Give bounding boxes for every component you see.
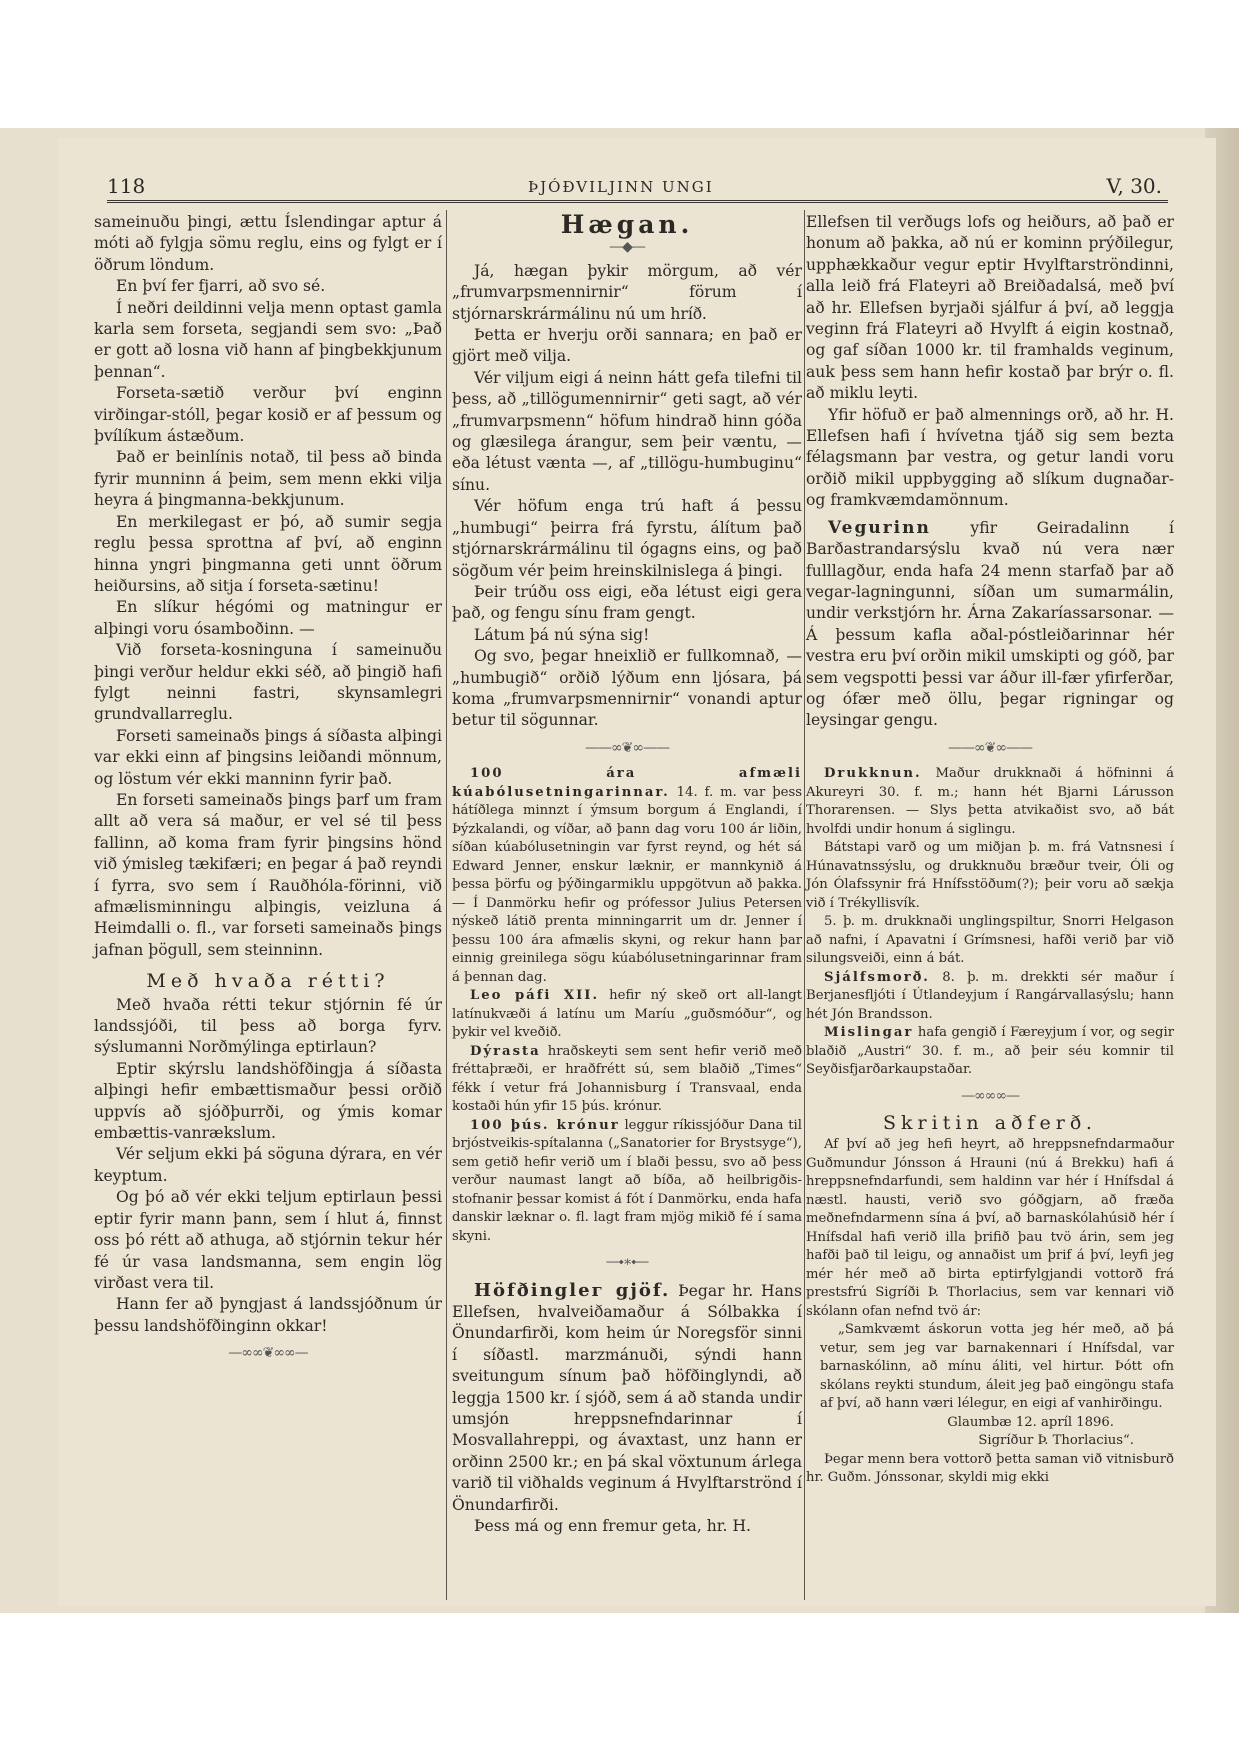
page-number: 118 [107,174,146,198]
column-rule [804,210,805,1600]
paragraph: En forseti sameinaðs þings þarf um fram allt að vera sá maður, er vel sé til þess fallinn, að koma fram fyrir þingsins hönd við ýmisleg tækifæri; en þegar á það reyndi í fyrra, svo sem í Rauðhóla-förinni, við afmælisminningu alþingis, veizluna á Heimdalli o. fl., var forseti sameinaðs þings jafnan þögull, sem steinninn. [94,790,442,959]
news-item [452,1043,802,1117]
news-item [452,1117,802,1247]
paragraph: Vér höfum enga trú haft á þessu „humbugi“ þeirra frá fyrstu, álítum það stjórnarskrármálinu til ógagns eins, og það sögðum vér þeim hreinskilnislega á þingi. [452,497,802,580]
news-text: Bátstapi varð og um miðjan þ. m. frá Vatnsnesi í Húnavatnssýslu, og drukknuðu bræður tveir, Óli og Jón Ólafssynir frá Hnífsstöðum(?); þeir voru að sækja við í Trékyllisvík. [806,840,1174,911]
paragraph: Vér viljum eigi á neinn hátt gefa tilefni til þess, að „tillögumennirnir“ geti sagt, að vér „frumvarpsmenn“ höfum hindrað hinn góða og glæsilega árangur, sem þeir væntu, — eða létust vænta —, af „tillögu-humbuginu“ sínu. [452,368,802,494]
paragraph: Vér seljum ekki þá söguna dýrara, en vér keyptum. [94,1145,442,1185]
news-lead: 100 þús. krónur [470,1117,620,1133]
paragraph: Með hvaða rétti tekur stjórnin fé úr landssjóði, til þess að borga fyrv. sýslumanni Norðmýlinga eptirlaun? [94,995,442,1057]
certificate-date: Glaumbæ 12. apríl 1896. [947,1414,1114,1430]
news-text: hraðskeyti sem sent hefir verið með fréttaþræði, er hraðfrétt sú, sem blaðið „Times“ fékk í vetur frá Johannisburg í Transvaal, enda kostaði hún yfir 15 þús. krónur. [452,1043,802,1115]
paragraph: Látum þá nú sýna sig! [474,625,650,644]
paragraph: Og þó að vér ekki teljum eptirlaun þessi eptir fyrir mann þann, sem í hlut á, finnst oss þó rétt að athuga, að stjórnin tekur hér fé úr vasa landsmanna, sem engin lög virðast vera til. [94,1188,442,1292]
paragraph: Eptir skýrslu landshöfðingja á síðasta alþingi hefir embættismaður þessi orðið uppvís að sjóðþurrði, og ýmis komar embættis-vanrækslum. [94,1059,442,1143]
paragraph: Af því að jeg hefi heyrt, að hreppsnefndarmaður Guðmundur Jónsson á Hrauni (nú á Brekku) hafi á hreppsnefndarfundi, sem haldinn var hér í Hnífsdal á næstl. hausti, verið svo góðgjarn, að fræða meðnefndarmenn sína á því, að barnaskólahúsið hér í Hnífsdal hafi verið illa þrifið þau tvö árin, sem jeg hafði það til leigu, og annaðist um þrif á því, leyfi jeg mér hér með að birta eptirfylgjandi vottorð frá prestsfrú Sigríði Þ. Thorlacius, sem var kennari við skólann ofan nefnd tvö ár: [806,1137,1174,1319]
news-lead: Dýrasta [470,1043,541,1059]
news-lead: Sjálfsmorð. [824,969,930,985]
news-item [806,969,1174,1025]
news-lead: Drukknun. [824,766,922,782]
news-lead: Leo páfi XII. [470,988,600,1004]
ornament: —∞∞❦∞∞— [228,1345,308,1362]
paragraph: En merkilegast er þó, að sumir segja reglu þessa sprottna af því, að enginn hinna yngri þingmanna geti unnt öðrum heiðursins, að sitja í forseta-sætinu! [94,512,442,595]
news-item [452,987,802,1043]
news-item [452,765,802,987]
paragraph: Forseta-sætið verður því enginn virðingar-stóll, þegar kosið er af þessum og þvílíkum ástæðum. [94,384,442,446]
article-body [806,1136,1174,1488]
paragraph: Þetta er hverju orði sannara; en það er gjört með vilja. [452,326,802,366]
news-item [806,765,1174,839]
paragraph: Forseti sameinaðs þings á síðasta alþingi var ekki einn af þingsins leiðandi mönnum, og löstum vér ekki manninn fyrir það. [94,726,442,788]
paragraph: Þegar menn bera vottorð þetta saman við vitnisburð hr. Guðm. Jónssonar, skyldi mig ekki [806,1451,1174,1486]
news-lead: Mislingar [824,1025,914,1041]
news-items [452,765,802,1246]
paragraph: Það er beinlínis notað, til þess að binda fyrir munninn á þeim, sem menn ekki vilja heyra á þingmanna-bekkjunum. [94,448,442,510]
news-item [806,839,1174,913]
ornament: —◆— [609,239,645,256]
paragraph: Já, hægan þykir mörgum, að vér „frumvarpsmennirnir“ förum í stjórnarskrármálinu nú um hríð. [452,261,802,323]
paragraph: En því fer fjarri, að svo sé. [116,277,326,296]
paragraph: Við forseta-kosninguna í sameinuðu þingi verður heldur ekki séð, að þingið hafi fylgt neinni fastri, skynsamlegri grundvallarreglu. [94,641,442,724]
news-lead: 100 ára afmæli kúabólusetningarinnar. [452,766,802,800]
news-items [806,765,1174,1080]
news-text: leggur ríkissjóður Dana til brjóstveikis-spítalanna („Sanatorier for Brystsyge“), sem getið hefir verið um í blaði þessu, svo að þess verður naumast langt að bíða, að heilbrigðis-stofnanir þessar komist á fót í Danmörku, enda hafa danskir læknar o. fl. lagt fram mjög mikið fé í sama skyni. [452,1117,802,1244]
paragraph: Yfir höfuð er það almennings orð, að hr. H. Ellefsen hafi í hvívetna tjáð sig sem bezta félagsmann þar vestra, og getur landi voru orðið mikil uppbygging að slíkum dugnaðar- og framkvæmdamönnum. [806,405,1174,510]
ornament: ——∞❦∞—— [584,739,670,756]
newspaper-page [58,138,1216,1606]
news-text: 5. þ. m. drukknaði unglingspiltur, Snorri Helgason að nafni, í Apavatni í Grímsnesi, hafði verið þar við silungsveiði, einn á bát. [806,914,1174,967]
news-item [806,1024,1174,1080]
paragraph: Ellefsen til verðugs lofs og heiðurs, að það er honum að þakka, að nú er kominn prýðilegur, upphækkaður vegur eptir Hvylftarströndinni, alla leið frá Flateyri að Breiðadalsá, með því að hr. Ellefsen byrjaði sjálfur á því, að leggja veginn frá Flateyri að Hvylft á eigin kostnað, og gaf síðan 1000 kr. til framhalds veginum, auk þess sem hann hefir kostað þar brýr o. fl. að miklu leyti. [806,213,1174,403]
paragraph: sameinuðu þingi, ættu Íslendingar aptur á móti að fylgja sömu reglu, eins og fylgt er í öðrum löndum. [94,213,442,274]
paragraph: Þeir trúðu oss eigi, eða létust eigi gera það, og fengu sínu fram gengt. [452,582,802,623]
paragraph: Og svo, þegar hneixlið er fullkomnað, — „humbugið“ orðið lýðum enn ljósara, þá koma „frumvarpsmennirnir“ vonandi aptur betur til sögunnar. [452,647,802,730]
certificate-signature: Sigríður Þ. Thorlacius“. [978,1433,1134,1449]
volume-number: V, 30. [1106,174,1162,198]
news-text: hafa gengið í Færeyjum í vor, og segir blaðið „Austri“ 30. f. m., að þeir séu komnir til Seyðisfjarðarkaupstaðar. [806,1025,1174,1078]
paragraph: Hann fer að þyngjast á landssjóðnum úr þessu landshöfðinginn okkar! [94,1295,442,1335]
article-heading: Skritin aðferð. [883,1112,1097,1135]
news-text: Maður drukknaði á höfninni á Akureyri 30. f. m.; hann hét Bjarni Lárusson Thorarensen. — Slys þetta atvikaðist svo, að bát hvolfdi undir honum á siglingu. [806,766,1174,837]
column-1 [94,212,442,1371]
column-2 [452,210,802,1537]
article-heading: Með hvaða rétti? [146,970,390,993]
paragraph: Þess má og enn fremur geta, hr. H. [474,1517,752,1536]
column-3 [806,212,1174,1488]
paragraph: Í neðri deildinni velja menn optast gamla karla sem forseta, segjandi sem svo: „Það er gott að losna við hann af þingbekkjunum þennan“. [94,298,442,381]
paragraph: Þegar hr. Hans Ellefsen, hvalveiðamaður á Sólbakka í Önundarfirði, kom heim úr Noregsför sinni í síðastl. marzmánuði, sýndi hann sveitungum sínum það höfðinglyndi, að leggja 1500 kr. í sjóð, sem á að standa undir umsjón hreppsnefndarinnar í Mosvallahreppi, og ávaxtast, unz hann er orðinn 2500 kr.; en þá skal vöxtunum árlega varið til viðhalds veginum á Hvylftarströnd í Önundarfirði. [452,1281,802,1514]
header-rule [107,200,1168,206]
news-text: hefir ný skeð ort all-langt latínukvæði á latínu um Maríu „guðsmóður“, og þykir vel kveðið. [452,988,802,1041]
ornament: ——∞❦∞—— [947,739,1033,756]
masthead-title: ÞJÓÐVILJINN UNGI [528,178,714,196]
paragraph: En slíkur hégómi og matningur er alþingi voru ósamboðinn. — [94,598,442,638]
news-lead: Vegurinn [828,517,931,538]
news-item [806,913,1174,969]
news-text: 14. f. m. var þess hátíðlega minnzt í ýmsum borgum á Englandi, í Þýzkalandi, og víðar, að þann dag voru 100 ár liðin, síðan kúabólusetningin var fyrst reynd, og hét sá Edward Jenner, enskur læknir, er mannkynið á þessa þörfu og þýðingarmiklu uppgötvun að þakka. — Í Danmörku hefir og prófessor Julius Petersen nýskeð látið prenta minningarrit um dr. Jenner í þessu 100 ára afmælis skyni, og rekur hann þar einnig greinilega sögu kúabólusetningarinnar fram á þennan dag. [452,784,802,985]
news-text: 8. þ. m. drekkti sér maður í Berjanesfljóti í Útlandeyjum í Rangárvallasýslu; hann hét Jón Brandsson. [806,969,1174,1022]
quoted-certificate: „Samkvæmt áskorun votta jeg hér með, að þá vetur, sem jeg var barnakennari í Hnífsdal, var barnaskólinn, að mínu áliti, vel hirtur. Þótt ofn skólans reykti stundum, áleit jeg það eingöngu stafa af því, að hann væri lélegur, en eigi af vanhirðingu. [820,1322,1174,1412]
article-heading: Höfðinglег gjöf. [474,1279,671,1301]
ornament: —⬩∗⬩— [605,1254,649,1271]
column-rule [446,210,447,1600]
article-heading: Hægan. [560,210,694,239]
paragraph: yfir Geiradalinn í Barðastrandarsýslu kvað nú vera nær fulllagður, enda hafa 24 menn starfað þar að vegar-lagningunni, síðan um sumarmálin, undir verkstjórn hr. Árna Zakaríassarsonar. — Á þessum kafla aðal-póstleiðarinnar hér vestra eru því orðin mikil umskipti og góð, þar sem vegspotti þessi var áður ill-fær yfirferðar, og ófær með öllu, þegar rigningar og leysingar gengu. [806,518,1174,730]
ornament: —∞∞∞— [961,1087,1019,1104]
